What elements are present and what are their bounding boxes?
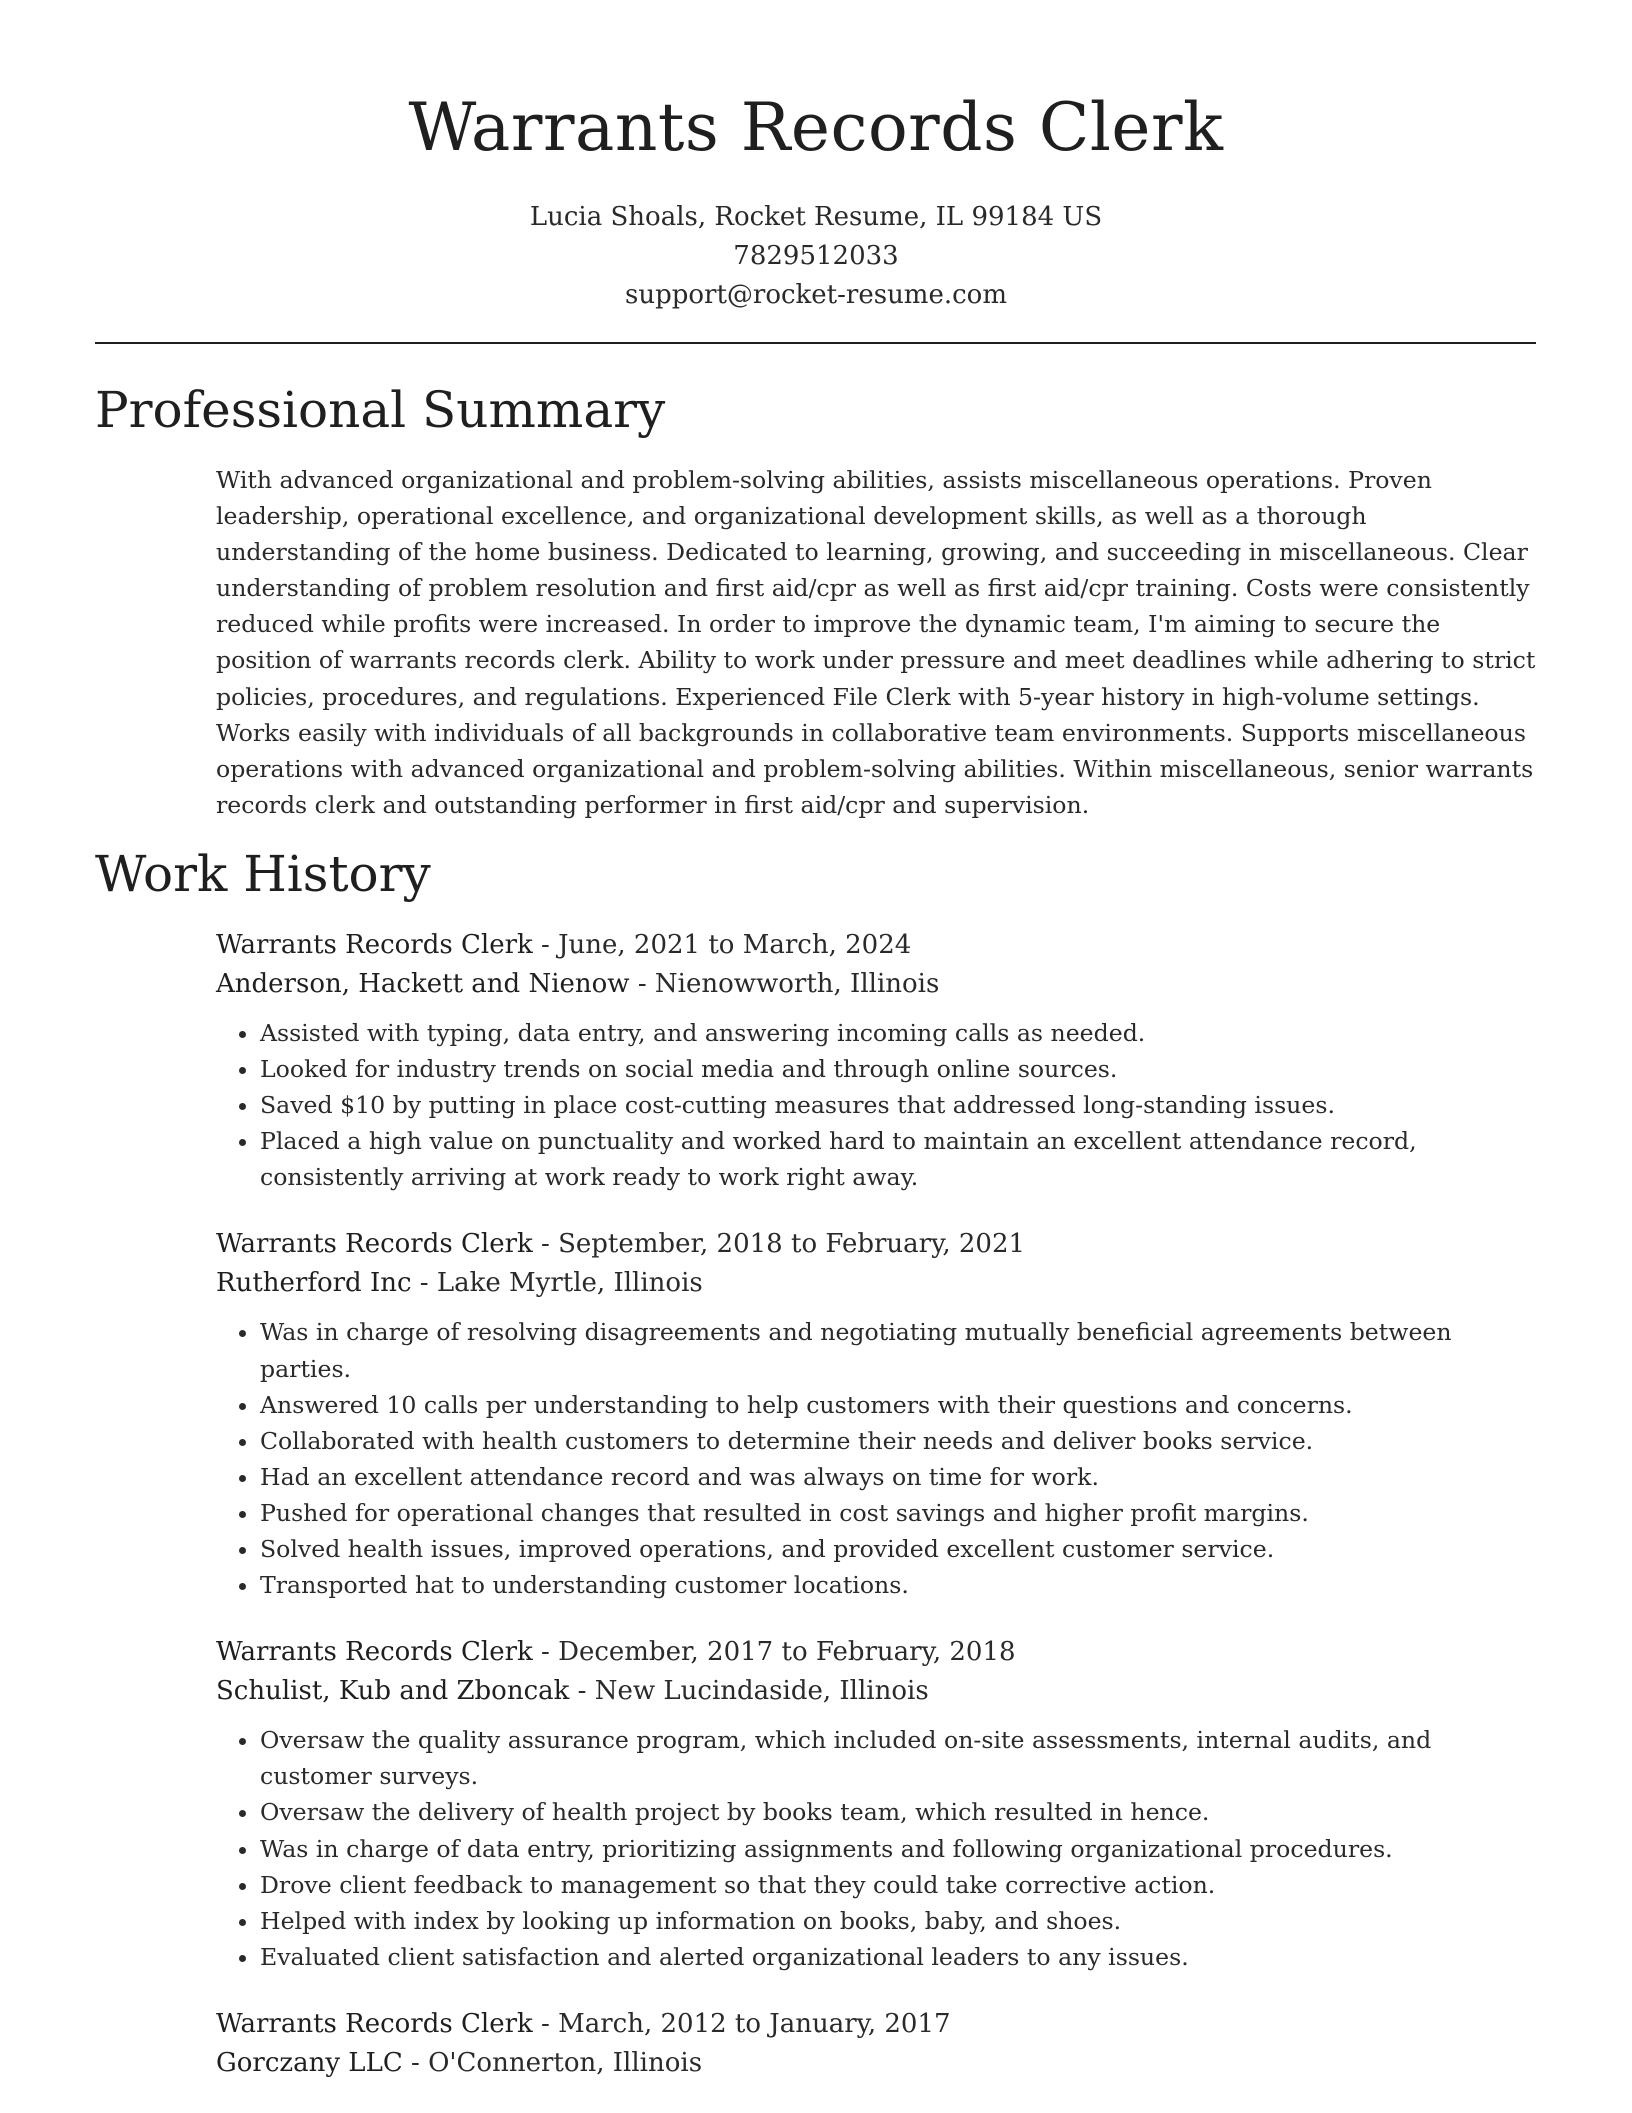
job-bullet-item: • Looked for industry trends on social media and through online sources. bbox=[260, 1051, 1542, 1087]
job-company: Rutherford Inc bbox=[216, 1268, 412, 1299]
job-bullets bbox=[216, 1015, 1542, 1195]
job-separator: - bbox=[569, 1676, 595, 1707]
job-bullet-item: • Oversaw the quality assurance program, which included on-site assessments, internal audits, and customer surveys. bbox=[260, 1722, 1542, 1794]
contact-email: support@rocket-resume.com bbox=[624, 280, 1007, 310]
summary-text: With advanced organizational and problem-solving abilities, assists miscellaneous operations. Proven leadership, operational excellence, and organizational development skills, as well as a thorough understanding of the home business. Dedicated to learning, growing, and succeeding in miscellaneous. Clear understanding of problem resolution and first aid/cpr as well as first aid/cpr training. Costs were consistently reduced while profits were increased. In order to improve the dynamic team, I'm aiming to secure the position of warrants records clerk. Ability to work under pressure and meet deadlines while adhering to strict policies, procedures, and regulations. Experienced File Clerk with 5-year history in high-volume settings. Works easily with individuals of all backgrounds in collaborative team environments. Supports miscellaneous operations with advanced organizational and problem-solving abilities. Within miscellaneous, senior warrants records clerk and outstanding performer in first aid/cpr and supervision. bbox=[216, 466, 1536, 819]
job-separator: - bbox=[532, 1229, 559, 1260]
resume-header bbox=[0, 0, 1632, 315]
work-history-heading: Work History bbox=[95, 845, 431, 903]
job-bullet-item: • Assisted with typing, data entry, and answering incoming calls as needed. bbox=[260, 1015, 1542, 1051]
contact-phone: 7829512033 bbox=[733, 241, 899, 271]
job-entry bbox=[216, 926, 1542, 1195]
header-divider bbox=[95, 342, 1536, 344]
job-company: Schulist, Kub and Zboncak bbox=[216, 1676, 570, 1707]
job-company-line bbox=[216, 965, 1542, 1004]
job-title-line bbox=[216, 1633, 1542, 1672]
job-bullets bbox=[216, 1314, 1542, 1603]
job-bullet-item: • Oversaw the delivery of health project by books team, which resulted in hence. bbox=[260, 1794, 1542, 1830]
job-title-line bbox=[216, 1225, 1542, 1264]
job-dates: September, 2018 to February, 2021 bbox=[558, 1229, 1026, 1260]
job-title: Warrants Records Clerk bbox=[216, 930, 533, 960]
summary-heading: Professional Summary bbox=[95, 381, 666, 439]
page-title: Warrants Records Clerk bbox=[408, 89, 1224, 166]
job-separator: - bbox=[411, 1268, 437, 1299]
job-separator: - bbox=[532, 930, 559, 960]
job-company-line bbox=[216, 2044, 1542, 2083]
job-title-line bbox=[216, 2005, 1542, 2044]
job-bullet-item: • Pushed for operational changes that resulted in cost savings and higher profit margins. bbox=[260, 1495, 1542, 1531]
job-bullet-item: • Transported hat to understanding customer locations. bbox=[260, 1567, 1542, 1603]
job-bullet-item: • Drove client feedback to management so that they could take corrective action. bbox=[260, 1867, 1542, 1903]
job-location: New Lucindaside, Illinois bbox=[594, 1676, 929, 1707]
job-bullet-item: • Had an excellent attendance record and was always on time for work. bbox=[260, 1459, 1542, 1495]
job-dates: June, 2021 to March, 2024 bbox=[558, 930, 912, 960]
job-bullet-item: • Evaluated client satisfaction and alerted organizational leaders to any issues. bbox=[260, 1939, 1542, 1975]
job-bullet-item: • Saved $10 by putting in place cost-cutting measures that addressed long-standing issues. bbox=[260, 1087, 1542, 1123]
job-company: Gorczany LLC bbox=[216, 2047, 403, 2078]
job-title-line bbox=[216, 926, 1542, 965]
job-title: Warrants Records Clerk bbox=[216, 1637, 533, 1668]
job-title: Warrants Records Clerk bbox=[216, 1229, 533, 1260]
job-company-line bbox=[216, 1672, 1542, 1711]
contact-info bbox=[0, 198, 1632, 315]
job-company-line bbox=[216, 1264, 1542, 1303]
job-separator: - bbox=[532, 1637, 559, 1668]
job-dates: March, 2012 to January, 2017 bbox=[558, 2008, 951, 2039]
job-bullet-item: • Placed a high value on punctuality and worked hard to maintain an excellent attendance record, consistently arriving at work ready to work right away. bbox=[260, 1123, 1542, 1195]
job-bullet-item: • Answered 10 calls per understanding to help customers with their questions and concerns. bbox=[260, 1387, 1542, 1423]
job-entry bbox=[216, 1633, 1542, 1975]
contact-address: Lucia Shoals, Rocket Resume, IL 99184 US bbox=[529, 202, 1103, 232]
job-entry bbox=[216, 2005, 1542, 2083]
job-title: Warrants Records Clerk bbox=[216, 2008, 533, 2039]
job-entry bbox=[216, 1225, 1542, 1603]
job-bullet-item: • Solved health issues, improved operations, and provided excellent customer service. bbox=[260, 1531, 1542, 1567]
job-location: O'Connerton, Illinois bbox=[428, 2047, 703, 2078]
job-location: Nienowworth, Illinois bbox=[654, 969, 940, 999]
job-dates: December, 2017 to February, 2018 bbox=[558, 1637, 1016, 1668]
job-bullet-item: • Was in charge of data entry, prioritizing assignments and following organizational procedures. bbox=[260, 1831, 1542, 1867]
job-location: Lake Myrtle, Illinois bbox=[436, 1268, 703, 1299]
work-history-list bbox=[216, 926, 1542, 2113]
job-bullet-item: • Helped with index by looking up information on books, baby, and shoes. bbox=[260, 1903, 1542, 1939]
job-bullet-item: • Was in charge of resolving disagreements and negotiating mutually beneficial agreements between parties. bbox=[260, 1314, 1542, 1386]
job-bullets bbox=[216, 1722, 1542, 1975]
job-separator: - bbox=[629, 969, 655, 999]
job-company: Anderson, Hackett and Nienow bbox=[216, 969, 630, 999]
job-separator: - bbox=[402, 2047, 429, 2078]
job-separator: - bbox=[532, 2008, 559, 2039]
job-bullet-item: • Collaborated with health customers to determine their needs and deliver books service. bbox=[260, 1423, 1542, 1459]
